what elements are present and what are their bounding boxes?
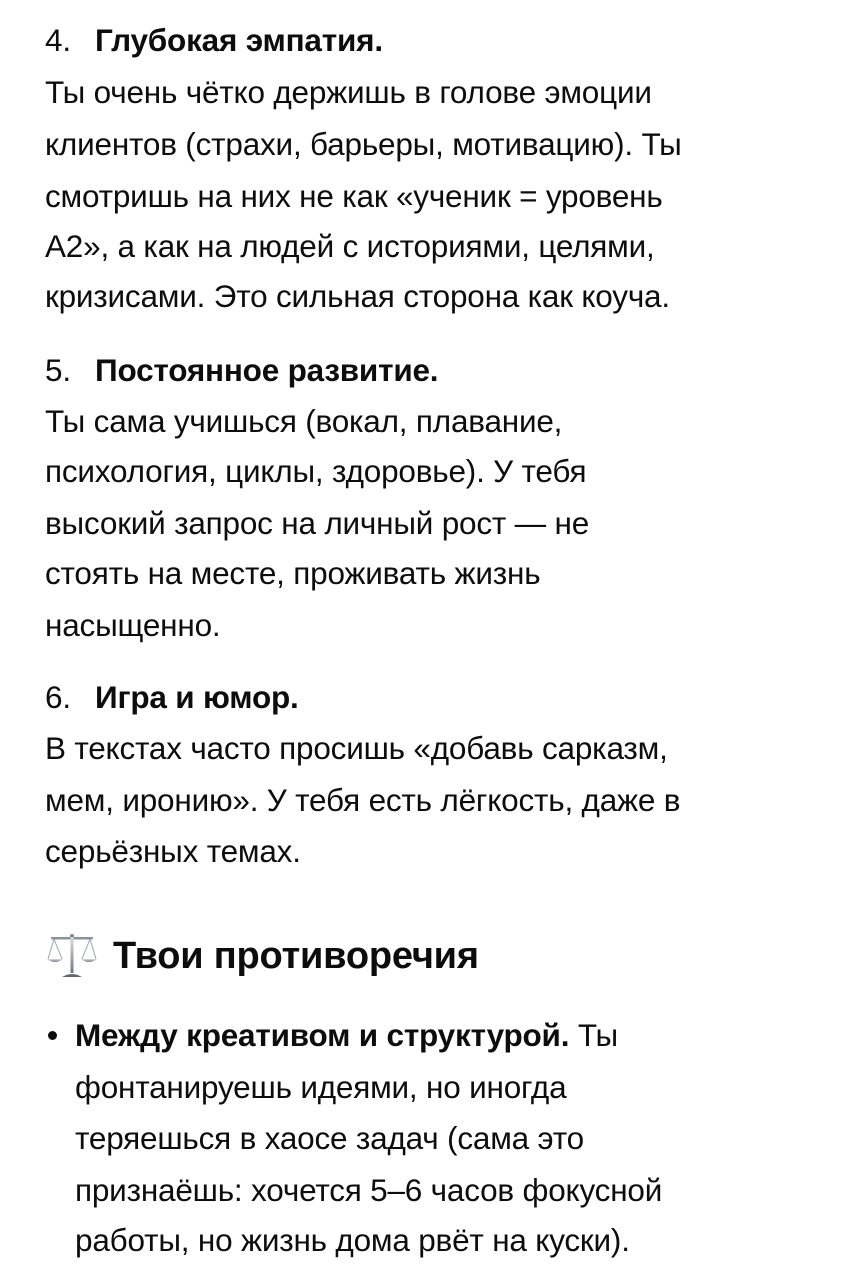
bullet-icon [48, 1031, 57, 1040]
body-line: фонтанируешь идеями, но иногда [75, 1069, 567, 1105]
list-number: 6. [45, 679, 71, 715]
body-line: В текстах часто просишь «добавь сарказм, [45, 730, 668, 766]
section-title: Игра и юмор. [95, 679, 299, 715]
list-number: 4. [45, 22, 71, 58]
body-line: насыщенно. [45, 607, 221, 643]
body-line: серьёзных темах. [45, 833, 301, 869]
balance-scale-icon [45, 929, 99, 983]
body-line: высокий запрос на личный рост — не [45, 505, 590, 541]
body-line: психология, циклы, здоровье). У тебя [45, 453, 587, 489]
section-heading [45, 350, 438, 390]
list-item-first-line [75, 1015, 618, 1055]
body-line: теряешься в хаосе задач (сама это [75, 1120, 584, 1156]
body-line: Ты очень чётко держишь в голове эмоции [45, 74, 652, 110]
body-line: работы, но жизнь дома рвёт на куски). [75, 1222, 630, 1258]
body-line: кризисами. Это сильная сторона как коуча. [45, 278, 670, 314]
section-heading-title: Твои противоречия [113, 934, 479, 977]
body-line: признаёшь: хочется 5–6 часов фокусной [75, 1172, 663, 1208]
section-heading [45, 677, 299, 717]
contradictions-heading [45, 928, 479, 984]
list-number: 5. [45, 352, 71, 388]
body-line: смотришь на них не как «ученик = уровень [45, 178, 663, 214]
list-item-text: Ты [577, 1017, 618, 1053]
body-line: стоять на месте, проживать жизнь [45, 555, 541, 591]
section-title: Глубокая эмпатия. [95, 22, 383, 58]
body-line: мем, иронию». У тебя есть лёгкость, даже в [45, 782, 681, 818]
body-line: Ты сама учишься (вокал, плавание, [45, 403, 563, 439]
body-line: A2», а как на людей с историями, целями, [45, 228, 655, 264]
section-title: Постоянное развитие. [95, 352, 439, 388]
body-line: клиентов (страхи, барьеры, мотивацию). Ты [45, 126, 682, 162]
section-heading [45, 20, 383, 60]
list-item-title: Между креативом и структурой. [75, 1017, 570, 1053]
